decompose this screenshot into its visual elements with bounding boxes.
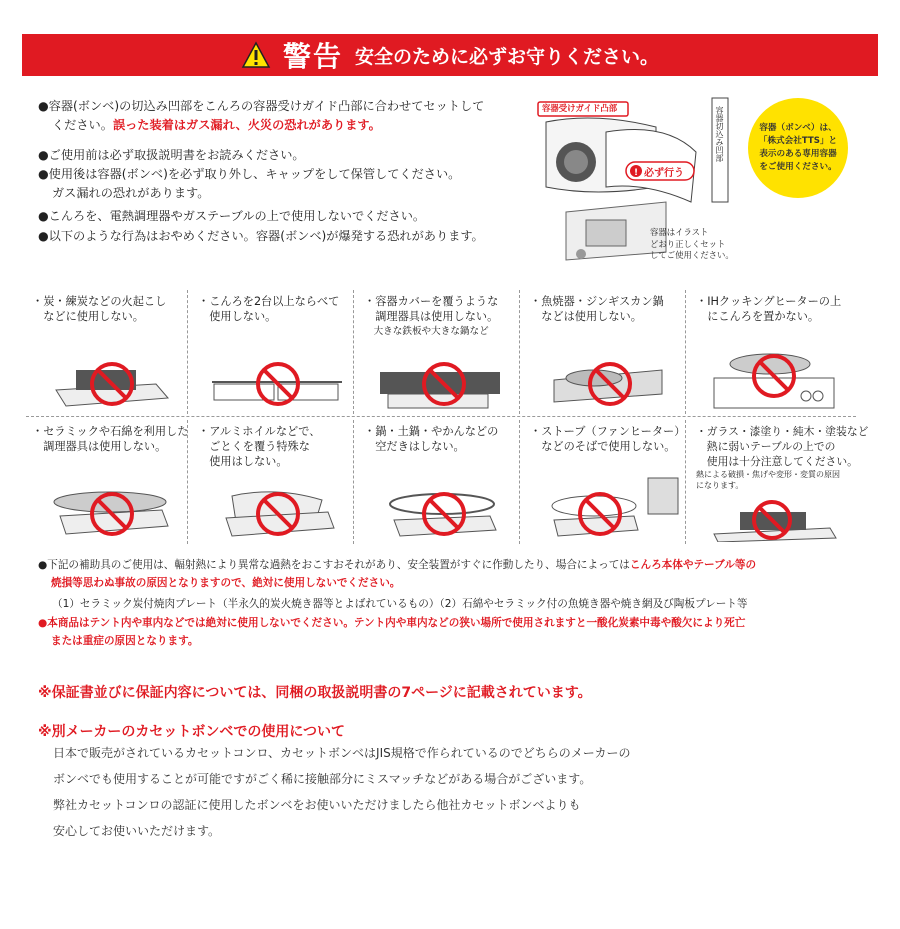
notch-label: 容器切込み凹部 xyxy=(715,106,724,162)
bullet-no-electric-stove: ●こんろを、電熱調理器やガステーブルの上で使用しないでください。 xyxy=(38,209,426,223)
prohibition-item: ・ガラス・漆塗り・純木・塗装など 熱に弱いテーブルの上での 使用は十分注意してください。 熱による破損・焦げや変形・変質の原因 になります。 xyxy=(690,420,852,544)
prohibition-item: ・セラミックや石綿を利用した 調理器具は使用しない。 xyxy=(26,420,188,544)
bullet-read-manual: ●ご使用前は必ず取扱説明書をお読みください。 xyxy=(38,148,305,162)
prohibition-item: ・鍋・土鍋・やかんなどの 空だきはしない。 xyxy=(358,420,520,544)
prohibition-item: ・IHクッキングヒーターの上 にこんろを置かない。 xyxy=(690,290,852,414)
prohibited-icon xyxy=(212,350,342,410)
tent-car-warning: ●本商品はテント内や車内などでは絶対に使用しないでください。テント内や車内などの狭い場所で使用されますと一酸化炭素中毒や酸欠により死亡 または重症の原因となります。 xyxy=(38,617,746,647)
prohibited-icon xyxy=(544,470,684,540)
prohibited-icon xyxy=(710,498,840,542)
tts-cartridge-note: 容器（ボンベ）は、 「株式会社TTS」と 表示のある専用容器 をご使用ください。 xyxy=(748,98,848,198)
warranty-note: ※保証書並びに保証内容については、同梱の取扱説明書の7ページに記載されています。 xyxy=(38,685,592,701)
warning-title: 警告 xyxy=(282,40,343,73)
prohibition-item: ・容器カバーを覆うような 調理器具は使用しない。 大きな鉄板や大きな鍋など xyxy=(358,290,520,414)
other-maker-title: ※別メーカーのカセットボンベでの使用について xyxy=(38,724,346,740)
guide-label: 容器受けガイド凸部 xyxy=(542,103,618,113)
prohibited-icon xyxy=(212,480,342,540)
prohibition-item: ・魚焼器・ジンギスカン鍋 などは使用しない。 xyxy=(524,290,686,414)
bullet-cartridge-setting: ●容器(ボンベ)の切込み凹部をこんろの容器受けガイド凸部に合わせてセットして ください。誤った装着はガス漏れ、火災の恐れがあります。 xyxy=(38,99,485,132)
prohibited-icon xyxy=(544,350,674,410)
svg-text:!: ! xyxy=(633,168,639,178)
prohibited-icon xyxy=(46,350,176,410)
cartridge-setting-diagram xyxy=(536,92,746,270)
must-do-label: 必ず行う xyxy=(644,168,684,179)
prohibited-icon xyxy=(378,350,508,410)
prohibited-icon xyxy=(378,480,508,540)
other-maker-line: ボンベでも使用することが可能ですがごく稀に接触部分にミスマッチなどがある場合がございます。 xyxy=(53,772,592,786)
grid-divider xyxy=(26,416,856,417)
other-maker-line: 安心してお使いいただけます。 xyxy=(53,824,221,838)
illustration-note: 容器はイラスト どおり正しくセット してご使用ください。 xyxy=(650,227,734,260)
auxiliary-items: （1）セラミック炭付焼肉プレート（半永久的炭火焼き器等とよばれているもの）（2）石綿やセラミック付の魚焼き器や焼き網及び陶板プレート等 xyxy=(52,598,748,610)
warning-icon xyxy=(241,41,271,69)
bullet-storage: ●使用後は容器(ボンベ)を必ず取り外し、キャップをして保管してください。 ガス漏れの恐れがあります。 xyxy=(38,167,461,200)
other-maker-line: 弊社カセットコンロの認証に使用したボンベをお使いいただけましたら他社カセットボンベよりも xyxy=(53,798,581,812)
prohibition-item: ・炭・練炭などの火起こし などに使用しない。 xyxy=(26,290,188,414)
warning-subtitle: 安全のために必ずお守りください。 xyxy=(355,45,660,68)
prohibition-item: ・ストーブ（ファンヒーター） などのそばで使用しない。 xyxy=(524,420,686,544)
other-maker-line: 日本で販売がされているカセットコンロ、カセットボンベはJIS規格で作られているのでどちらのメーカーの xyxy=(53,746,631,760)
auxiliary-warning: ●下記の補助具のご使用は、輻射熱により異常な過熱をおこすおそれがあり、安全装置がすぐに作動したり、場合によってはこんろ本体やテーブル等の 焼損等思わぬ事故の原因となりますので、絶対に使用しないでください。 xyxy=(38,559,757,589)
warning-banner xyxy=(22,34,878,76)
bullet-explosion: ●以下のような行為はおやめください。容器(ボンベ)が爆発する恐れがあります。 xyxy=(38,229,484,243)
prohibition-item: ・こんろを2台以上ならべて 使用しない。 xyxy=(192,290,354,414)
prohibited-icon xyxy=(710,340,840,410)
prohibited-icon xyxy=(46,480,176,540)
prohibition-item: ・アルミホイルなどで、 ごとくを覆う特殊な 使用はしない。 xyxy=(192,420,354,544)
